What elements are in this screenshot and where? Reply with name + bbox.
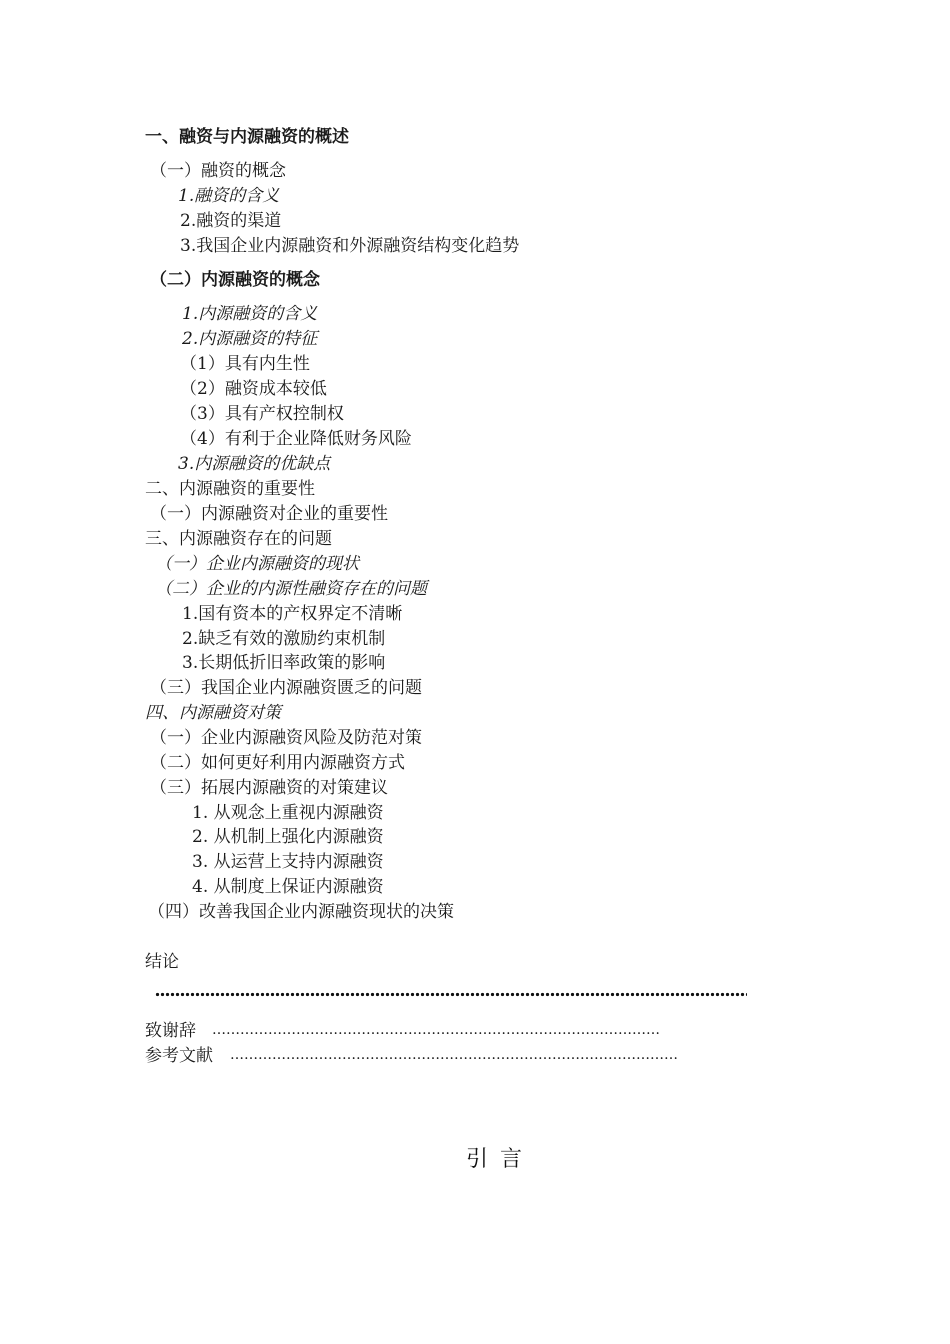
toc-section-4: 四、内源融资对策 — [145, 703, 281, 723]
toc-subsection: （四）改善我国企业内源融资现状的决策 — [148, 902, 454, 922]
toc-item: 1. 从观念上重视内源融资 — [192, 803, 384, 823]
section-heading: 引言 — [466, 1147, 535, 1172]
toc-item: 1.内源融资的含义 — [182, 304, 318, 324]
toc-section-2: 二、内源融资的重要性 — [145, 479, 315, 499]
toc-section-1: 一、融资与内源融资的概述 — [145, 127, 349, 147]
toc-thanks: 致谢辞 — [145, 1021, 196, 1041]
toc-subsection: （二）内源融资的概念 — [150, 270, 320, 290]
toc-item: （1）具有内生性 — [180, 354, 310, 374]
toc-subsection: （三）拓展内源融资的对策建议 — [150, 778, 388, 798]
toc-subsection: （一）企业内源融资风险及防范对策 — [150, 728, 422, 748]
toc-item: 2. 从机制上强化内源融资 — [192, 827, 384, 847]
toc-item: （2）融资成本较低 — [180, 379, 327, 399]
toc-item: （3）具有产权控制权 — [180, 404, 344, 424]
toc-subsection: （一）内源融资对企业的重要性 — [150, 504, 388, 524]
toc-references: 参考文献 — [145, 1046, 213, 1066]
toc-subsection: （二）如何更好利用内源融资方式 — [150, 753, 405, 773]
toc-item: 2.内源融资的特征 — [182, 329, 318, 349]
toc-item: 2.融资的渠道 — [180, 211, 282, 231]
toc-subsection: （二）企业的内源性融资存在的问题 — [155, 579, 427, 599]
toc-subsection: （三）我国企业内源融资匮乏的问题 — [150, 678, 422, 698]
toc-item: 4. 从制度上保证内源融资 — [192, 877, 384, 897]
toc-item: （4）有利于企业降低财务风险 — [180, 429, 412, 449]
toc-section-3: 三、内源融资存在的问题 — [145, 529, 332, 549]
toc-item: 1.融资的含义 — [178, 186, 280, 206]
toc-item: 3.长期低折旧率政策的影响 — [182, 653, 386, 673]
toc-subsection: （一）融资的概念 — [150, 161, 286, 181]
toc-conclusion: 结论 — [145, 952, 179, 972]
dot-leader: …………………………………………………………………………………… — [230, 1047, 678, 1063]
dot-leader: …………………………………………………………………………………… — [212, 1022, 660, 1038]
toc-item: 1.国有资本的产权界定不清晰 — [182, 604, 403, 624]
toc-item: 3. 从运营上支持内源融资 — [192, 852, 384, 872]
toc-item: 3.我国企业内源融资和外源融资结构变化趋势 — [180, 236, 520, 256]
toc-item: 3.内源融资的优缺点 — [178, 454, 331, 474]
toc-subsection: （一）企业内源融资的现状 — [155, 554, 359, 574]
dot-leader — [155, 992, 747, 997]
toc-item: 2.缺乏有效的激励约束机制 — [182, 629, 386, 649]
